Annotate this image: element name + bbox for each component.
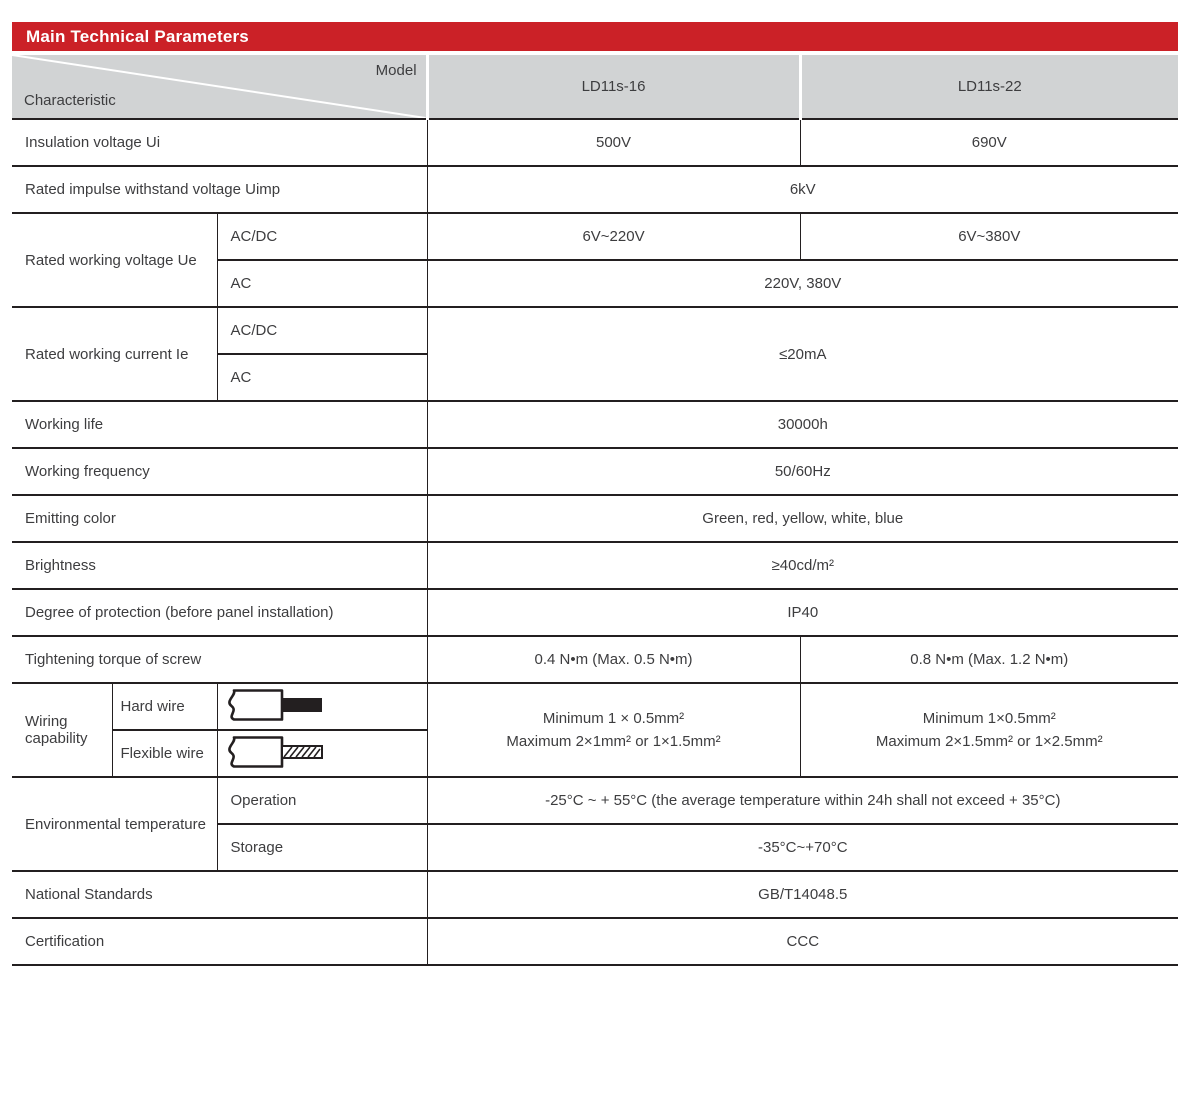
working-life-label: Working life [12, 401, 427, 448]
row-emitting-color [12, 495, 1178, 542]
row-brightness [12, 542, 1178, 589]
env-temp-storage-value: -35°C~+70°C [427, 824, 1178, 871]
tightening-torque-ld22: 0.8 N•m (Max. 1.2 N•m) [800, 636, 1178, 683]
row-national-standards [12, 871, 1178, 918]
insulation-voltage-label: Insulation voltage Ui [12, 119, 427, 166]
row-wiring-hard [12, 683, 1178, 730]
corner-characteristic-label: Characteristic [24, 92, 116, 109]
working-current-label: Rated working current Ie [12, 307, 217, 401]
env-temp-storage-label: Storage [217, 824, 427, 871]
working-voltage-ac-value: 220V, 380V [427, 260, 1178, 307]
wiring-ld16-max: Maximum 2×1mm² or 1×1.5mm² [506, 733, 721, 750]
wiring-ld22-min: Minimum 1×0.5mm² [922, 710, 1056, 727]
national-standards-value: GB/T14048.5 [427, 871, 1178, 918]
national-standards-label: National Standards [12, 871, 427, 918]
column-header-ld11s-22: LD11s-22 [800, 55, 1178, 119]
section-title-bar [12, 22, 1178, 51]
hard-wire-icon-cell [217, 683, 427, 730]
brightness-label: Brightness [12, 542, 427, 589]
impulse-voltage-value: 6kV [427, 166, 1178, 213]
wiring-value-ld22 [800, 683, 1178, 777]
column-header-ld11s-16: LD11s-16 [427, 55, 800, 119]
tightening-torque-label: Tightening torque of screw [12, 636, 427, 683]
working-frequency-label: Working frequency [12, 448, 427, 495]
row-protection-degree [12, 589, 1178, 636]
wiring-value-ld16 [427, 683, 800, 777]
env-temp-operation-value: -25°C ~ + 55°C (the average temperature within 24h shall not exceed + 35°C) [427, 777, 1178, 824]
row-working-current-acdc [12, 307, 1178, 354]
working-voltage-acdc-ld16: 6V~220V [427, 213, 800, 260]
header-row [12, 55, 1178, 119]
row-insulation-voltage [12, 119, 1178, 166]
working-voltage-acdc-ld22: 6V~380V [800, 213, 1178, 260]
corner-header-cell [12, 55, 427, 119]
corner-model-label: Model [375, 62, 417, 79]
wiring-ld16-min: Minimum 1 × 0.5mm² [542, 710, 685, 727]
hard-wire-label: Hard wire [112, 683, 217, 730]
impulse-voltage-label: Rated impulse withstand voltage Uimp [12, 166, 427, 213]
working-frequency-value: 50/60Hz [427, 448, 1178, 495]
working-voltage-ac-label: AC [217, 260, 427, 307]
emitting-color-value: Green, red, yellow, white, blue [427, 495, 1178, 542]
working-current-ac-label: AC [217, 354, 427, 401]
main-technical-parameters-section [12, 22, 1178, 966]
env-temp-operation-label: Operation [217, 777, 427, 824]
section-title: Main Technical Parameters [26, 27, 249, 46]
tightening-torque-ld16: 0.4 N•m (Max. 0.5 N•m) [427, 636, 800, 683]
hard-wire-icon [222, 687, 324, 723]
working-current-acdc-label: AC/DC [217, 307, 427, 354]
flexible-wire-icon [222, 734, 324, 770]
working-current-value: ≤20mA [427, 307, 1178, 401]
row-working-life [12, 401, 1178, 448]
insulation-voltage-ld22: 690V [800, 119, 1178, 166]
row-env-temp-operation [12, 777, 1178, 824]
protection-degree-label: Degree of protection (before panel installation) [12, 589, 427, 636]
brightness-value: ≥40cd/m² [427, 542, 1178, 589]
working-voltage-label: Rated working voltage Ue [12, 213, 217, 307]
row-impulse-voltage [12, 166, 1178, 213]
wiring-ld22-max: Maximum 2×1.5mm² or 1×2.5mm² [875, 733, 1103, 750]
row-certification [12, 918, 1178, 965]
flexible-wire-label: Flexible wire [112, 730, 217, 777]
protection-degree-value: IP40 [427, 589, 1178, 636]
emitting-color-label: Emitting color [12, 495, 427, 542]
parameters-table [12, 55, 1178, 966]
certification-label: Certification [12, 918, 427, 965]
wiring-capability-label: Wiring capability [12, 683, 112, 777]
row-working-frequency [12, 448, 1178, 495]
working-life-value: 30000h [427, 401, 1178, 448]
row-tightening-torque [12, 636, 1178, 683]
row-working-voltage-acdc [12, 213, 1178, 260]
env-temp-label: Environmental temperature [12, 777, 217, 871]
working-voltage-acdc-label: AC/DC [217, 213, 427, 260]
flexible-wire-icon-cell [217, 730, 427, 777]
certification-value: CCC [427, 918, 1178, 965]
insulation-voltage-ld16: 500V [427, 119, 800, 166]
